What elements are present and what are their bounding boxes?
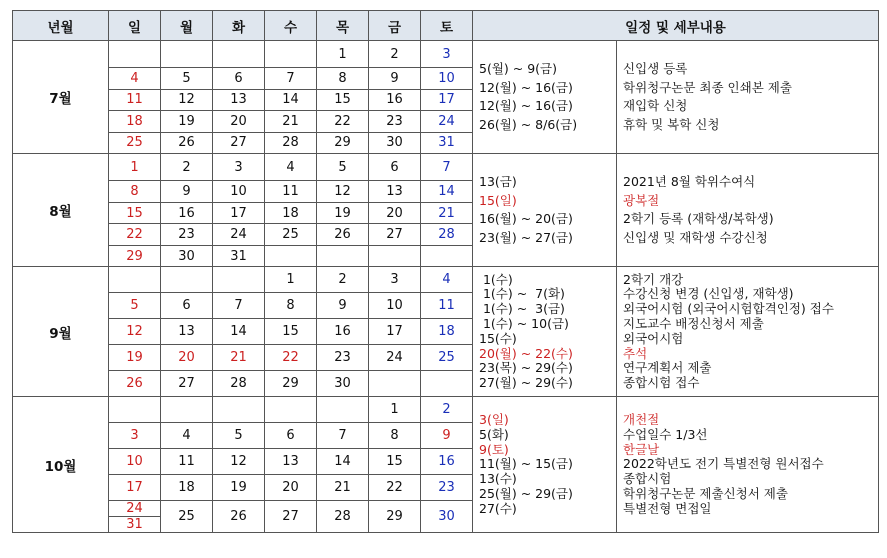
event-date: 15(수) [479, 330, 517, 346]
event-date: 13(금) [479, 174, 517, 190]
day-cell: 26 [213, 501, 265, 533]
day-cell: 27 [213, 132, 265, 154]
day-cell: 26 [109, 371, 161, 397]
event-date: 13(수) [479, 471, 517, 487]
day-cell: 16 [369, 89, 421, 111]
event-date: 12(월) ~ 16(금) [479, 79, 573, 95]
day-cell: 14 [421, 181, 473, 203]
day-cell: 27 [161, 371, 213, 397]
event-dates [473, 154, 617, 267]
day-cell: 23 [369, 111, 421, 133]
day-cell: 6 [369, 154, 421, 181]
day-cell: 26 [161, 132, 213, 154]
day-cell [161, 267, 213, 293]
day-cell: 15 [369, 449, 421, 475]
day-cell: 6 [213, 68, 265, 90]
day-cell: 16 [161, 202, 213, 224]
event-date: 25(월) ~ 29(금) [479, 486, 573, 502]
month-label: 10월 [13, 397, 109, 533]
event-date: 12(월) ~ 16(금) [479, 98, 573, 114]
event-text: 휴학 및 복학 신청 [623, 116, 720, 132]
event-date: 26(월) ~ 8/6(금) [479, 116, 578, 132]
day-cell: 29 [369, 501, 421, 533]
event-text: 종합시험 [623, 471, 672, 487]
day-cell: 22 [109, 224, 161, 246]
day-cell: 25 [265, 224, 317, 246]
event-text: 재입학 신청 [623, 98, 688, 114]
day-cell: 13 [161, 319, 213, 345]
event-date: 20(월) ~ 22(수) [479, 345, 573, 361]
day-cell: 8 [369, 423, 421, 449]
event-text: 수강신청 변경 (신입생, 재학생) [623, 286, 794, 302]
day-cell: 9 [369, 68, 421, 90]
day-cell: 29 [265, 371, 317, 397]
event-date: 23(목) ~ 29(수) [479, 360, 573, 376]
day-cell: 7 [213, 293, 265, 319]
day-cell: 3 [109, 423, 161, 449]
event-dates [473, 267, 617, 397]
day-cell [265, 245, 317, 267]
day-cell: 30 [421, 501, 473, 533]
day-cell [265, 397, 317, 423]
event-date: 1(수) ~ 3(금) [479, 301, 565, 317]
day-cell: 17 [421, 89, 473, 111]
day-cell: 21 [317, 475, 369, 501]
month-label: 8월 [13, 154, 109, 267]
day-cell: 11 [109, 89, 161, 111]
event-items [617, 397, 879, 533]
day-number: 24 [126, 501, 143, 517]
week-row [13, 154, 879, 181]
event-text: 종합시험 접수 [623, 375, 700, 391]
event-text: 지도교수 배정신청서 제출 [623, 316, 764, 332]
day-cell: 26 [317, 224, 369, 246]
day-cell: 24 [369, 345, 421, 371]
day-cell: 7 [421, 154, 473, 181]
week-row [13, 267, 879, 293]
week-row [13, 41, 879, 68]
day-cell: 4 [265, 154, 317, 181]
day-cell [421, 371, 473, 397]
event-text: 외국어시험 (외국어시험합격인정) 접수 [623, 301, 834, 317]
event-text: 2학기 개강 [623, 271, 684, 287]
event-text: 광복절 [623, 192, 660, 208]
day-cell: 28 [421, 224, 473, 246]
day-cell: 2 [161, 154, 213, 181]
event-items [617, 41, 879, 154]
day-cell: 13 [213, 89, 265, 111]
day-cell: 28 [265, 132, 317, 154]
day-cell: 29 [109, 245, 161, 267]
week-row [13, 397, 879, 423]
day-cell: 2 [421, 397, 473, 423]
day-cell: 20 [161, 345, 213, 371]
event-text: 연구계획서 제출 [623, 360, 712, 376]
day-cell: 8 [317, 68, 369, 90]
day-cell: 17 [369, 319, 421, 345]
event-text: 2021년 8월 학위수여식 [623, 174, 756, 190]
day-cell: 23 [317, 345, 369, 371]
day-cell: 18 [421, 319, 473, 345]
day-cell: 15 [317, 89, 369, 111]
header-schedule: 일정 및 세부내용 [473, 11, 879, 41]
day-cell: 18 [161, 475, 213, 501]
event-date: 27(수) [479, 500, 517, 516]
day-cell: 9 [421, 423, 473, 449]
month-label: 7월 [13, 41, 109, 154]
day-cell: 1 [265, 267, 317, 293]
event-date: 11(월) ~ 15(금) [479, 456, 573, 472]
event-text: 학위청구논문 제출신청서 제출 [623, 486, 788, 502]
day-cell [109, 267, 161, 293]
header-fri: 금 [369, 11, 421, 41]
day-cell: 5 [109, 293, 161, 319]
day-cell: 6 [265, 423, 317, 449]
event-date: 23(월) ~ 27(금) [479, 229, 573, 245]
day-cell: 9 [317, 293, 369, 319]
day-cell: 1 [369, 397, 421, 423]
day-cell: 17 [213, 202, 265, 224]
event-items [617, 154, 879, 267]
event-text: 신입생 및 재학생 수강신청 [623, 229, 768, 245]
day-cell [265, 41, 317, 68]
event-text: 2학기 등록 (재학생/복학생) [623, 211, 774, 227]
day-cell: 30 [369, 132, 421, 154]
day-cell: 25 [421, 345, 473, 371]
day-cell: 9 [161, 181, 213, 203]
day-cell [109, 501, 161, 533]
day-cell: 13 [265, 449, 317, 475]
day-cell [109, 397, 161, 423]
header-sun: 일 [109, 11, 161, 41]
day-cell: 3 [213, 154, 265, 181]
day-cell: 25 [109, 132, 161, 154]
day-cell [317, 245, 369, 267]
event-dates [473, 397, 617, 533]
day-cell: 20 [265, 475, 317, 501]
event-date: 3(일) [479, 412, 509, 428]
event-text: 특별전형 면접일 [623, 500, 712, 516]
day-cell: 29 [317, 132, 369, 154]
day-cell [421, 245, 473, 267]
day-cell: 19 [109, 345, 161, 371]
calendar-body [13, 41, 879, 533]
day-cell: 12 [161, 89, 213, 111]
day-cell [213, 397, 265, 423]
day-cell: 5 [317, 154, 369, 181]
day-cell: 16 [421, 449, 473, 475]
day-cell: 15 [109, 202, 161, 224]
event-items [617, 267, 879, 397]
day-cell: 8 [109, 181, 161, 203]
day-cell: 27 [265, 501, 317, 533]
day-cell: 23 [161, 224, 213, 246]
day-cell: 24 [213, 224, 265, 246]
day-cell: 4 [421, 267, 473, 293]
day-cell: 5 [213, 423, 265, 449]
day-cell: 13 [369, 181, 421, 203]
day-cell: 2 [369, 41, 421, 68]
day-cell: 30 [161, 245, 213, 267]
day-cell: 4 [161, 423, 213, 449]
day-cell [161, 41, 213, 68]
day-cell [369, 371, 421, 397]
day-cell: 3 [421, 41, 473, 68]
day-cell: 2 [317, 267, 369, 293]
day-cell [213, 41, 265, 68]
header-wed: 수 [265, 11, 317, 41]
day-cell: 11 [265, 181, 317, 203]
day-cell [317, 397, 369, 423]
day-cell: 27 [369, 224, 421, 246]
day-cell [161, 397, 213, 423]
event-text: 2022학년도 전기 특별전형 원서접수 [623, 456, 824, 472]
day-cell: 18 [109, 111, 161, 133]
day-cell: 11 [161, 449, 213, 475]
event-date: 15(일) [479, 192, 517, 208]
day-cell [109, 41, 161, 68]
header-tue: 화 [213, 11, 265, 41]
day-cell: 4 [109, 68, 161, 90]
day-cell: 28 [213, 371, 265, 397]
day-cell: 24 [421, 111, 473, 133]
day-cell: 12 [213, 449, 265, 475]
header-thu: 목 [317, 11, 369, 41]
academic-calendar [12, 10, 878, 546]
day-cell: 12 [317, 181, 369, 203]
day-cell: 14 [213, 319, 265, 345]
month-label: 9월 [13, 267, 109, 397]
day-cell [369, 245, 421, 267]
day-cell: 10 [213, 181, 265, 203]
day-cell: 5 [161, 68, 213, 90]
day-cell: 1 [317, 41, 369, 68]
day-cell: 20 [213, 111, 265, 133]
header-mon: 월 [161, 11, 213, 41]
event-text: 수업일수 1/3선 [623, 426, 708, 442]
day-cell: 7 [317, 423, 369, 449]
day-cell: 17 [109, 475, 161, 501]
day-cell: 10 [109, 449, 161, 475]
event-date: 5(화) [479, 426, 509, 442]
day-cell: 7 [265, 68, 317, 90]
event-date: 5(월) ~ 9(금) [479, 60, 557, 76]
day-cell: 1 [109, 154, 161, 181]
day-cell: 10 [369, 293, 421, 319]
day-cell: 25 [161, 501, 213, 533]
event-text: 한글날 [623, 441, 660, 457]
event-date: 1(수) [479, 271, 513, 287]
day-cell: 30 [317, 371, 369, 397]
event-text: 신입생 등록 [623, 60, 688, 76]
day-cell: 3 [369, 267, 421, 293]
day-cell: 8 [265, 293, 317, 319]
day-cell: 14 [265, 89, 317, 111]
event-date: 9(토) [479, 441, 509, 457]
event-text: 학위청구논문 최종 인쇄본 제출 [623, 79, 792, 95]
event-date: 27(월) ~ 29(수) [479, 375, 573, 391]
calendar-table [12, 10, 879, 533]
day-cell: 21 [213, 345, 265, 371]
day-cell: 16 [317, 319, 369, 345]
header-sat: 토 [421, 11, 473, 41]
day-cell: 22 [317, 111, 369, 133]
day-cell: 11 [421, 293, 473, 319]
event-text: 개천절 [623, 412, 660, 428]
day-cell: 21 [265, 111, 317, 133]
day-cell: 23 [421, 475, 473, 501]
day-cell: 31 [213, 245, 265, 267]
day-number: 31 [109, 516, 160, 532]
day-cell: 19 [161, 111, 213, 133]
day-cell: 18 [265, 202, 317, 224]
day-cell: 15 [265, 319, 317, 345]
header-row [13, 11, 879, 41]
event-date: 1(수) ~ 10(금) [479, 316, 569, 332]
day-cell: 14 [317, 449, 369, 475]
event-text: 외국어시험 [623, 330, 684, 346]
day-cell: 20 [369, 202, 421, 224]
day-cell [213, 267, 265, 293]
day-cell: 12 [109, 319, 161, 345]
day-cell: 21 [421, 202, 473, 224]
event-dates [473, 41, 617, 154]
event-text: 추석 [623, 345, 648, 361]
day-cell: 19 [317, 202, 369, 224]
day-cell: 19 [213, 475, 265, 501]
day-cell: 22 [265, 345, 317, 371]
day-cell: 6 [161, 293, 213, 319]
day-cell: 10 [421, 68, 473, 90]
header-month: 년월 [13, 11, 109, 41]
event-date: 16(월) ~ 20(금) [479, 211, 573, 227]
day-cell: 31 [421, 132, 473, 154]
day-cell: 22 [369, 475, 421, 501]
event-date: 1(수) ~ 7(화) [479, 286, 565, 302]
day-cell: 28 [317, 501, 369, 533]
